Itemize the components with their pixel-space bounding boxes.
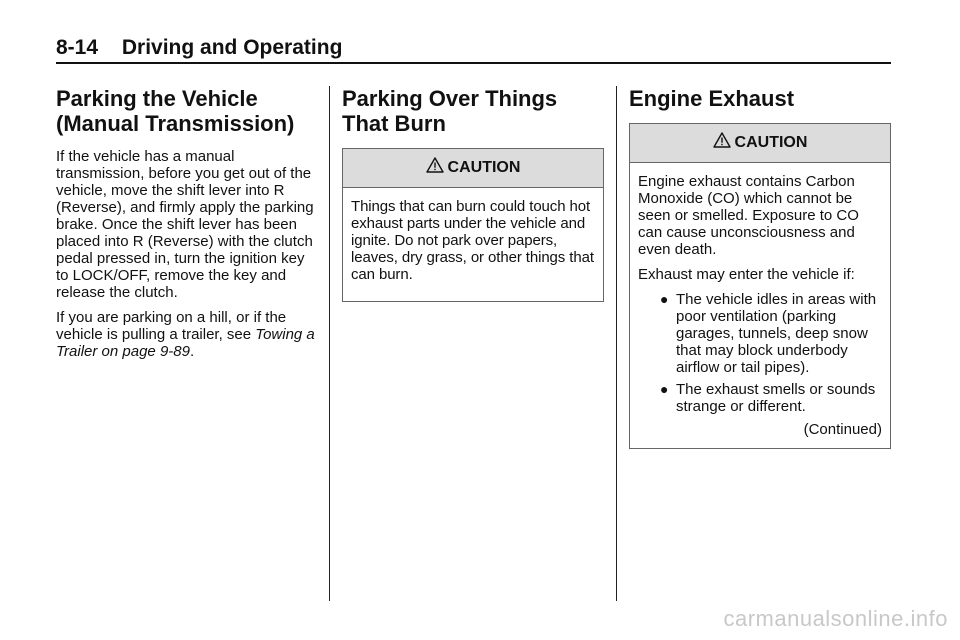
warning-icon	[426, 157, 444, 173]
column-divider	[329, 86, 330, 601]
section-heading: Parking the Vehicle (Manual Transmission)	[56, 86, 295, 136]
caution-header	[343, 149, 603, 188]
caution-text: Exhaust may enter the vehicle if:	[638, 266, 855, 283]
page-number: 8-14	[56, 36, 99, 59]
caution-box	[629, 123, 891, 449]
column-parking-over-things	[342, 86, 604, 302]
caution-body	[343, 188, 603, 301]
caution-header	[630, 124, 890, 163]
warning-icon	[713, 132, 731, 148]
list-item-text: The exhaust smells or sounds strange or different.	[676, 381, 876, 415]
paragraph	[56, 309, 316, 360]
cross-reference-link[interactable]: Towing a Trailer on page 9‑89	[56, 326, 315, 360]
bullet-icon: ●	[660, 291, 669, 307]
list-item	[638, 381, 882, 415]
caution-label: CAUTION	[734, 134, 808, 151]
caution-label: CAUTION	[447, 159, 521, 176]
paragraph: If the vehicle has a manual transmission, before you get out of the vehicle, move the shift lever into R (Reverse), and firmly apply the parking brake. Once the shift lever has been placed into R (Reverse) with the clutch pedal pressed in, turn the ignition key to LOCK/OFF, remove the key and release the clutch.	[56, 148, 314, 301]
watermark: carmanualsonline.info	[723, 606, 948, 631]
bullet-icon: ●	[660, 381, 669, 397]
section-heading: Parking Over Things That Burn	[342, 86, 558, 136]
list-item	[638, 291, 882, 376]
paragraph-text: If you are parking on a hill, or if the vehicle is pulling a trailer, see	[56, 309, 287, 343]
continued-note: (Continued)	[803, 421, 882, 438]
column-divider	[616, 86, 617, 601]
caution-text: Things that can burn could touch hot exhaust parts under the vehicle and ignite. Do not park over papers, leaves, dry grass, or other things that can burn.	[351, 198, 594, 283]
caution-box	[342, 148, 604, 302]
section-title: Driving and Operating	[121, 36, 343, 59]
caution-text: Engine exhaust contains Carbon Monoxide (CO) which cannot be seen or smelled. Exposure to CO can cause unconsciousness and even death.	[638, 173, 859, 258]
bullet-list	[638, 291, 882, 415]
list-item-text: The vehicle idles in areas with poor ventilation (parking garages, tunnels, deep snow that may block underbody airflow or tail pipes).	[676, 291, 877, 376]
caution-body	[630, 163, 890, 448]
column-engine-exhaust	[629, 86, 891, 449]
section-heading: Engine Exhaust	[629, 86, 795, 111]
page-header	[56, 36, 891, 64]
column-parking-manual	[56, 86, 316, 368]
paragraph-end: .	[189, 343, 195, 360]
